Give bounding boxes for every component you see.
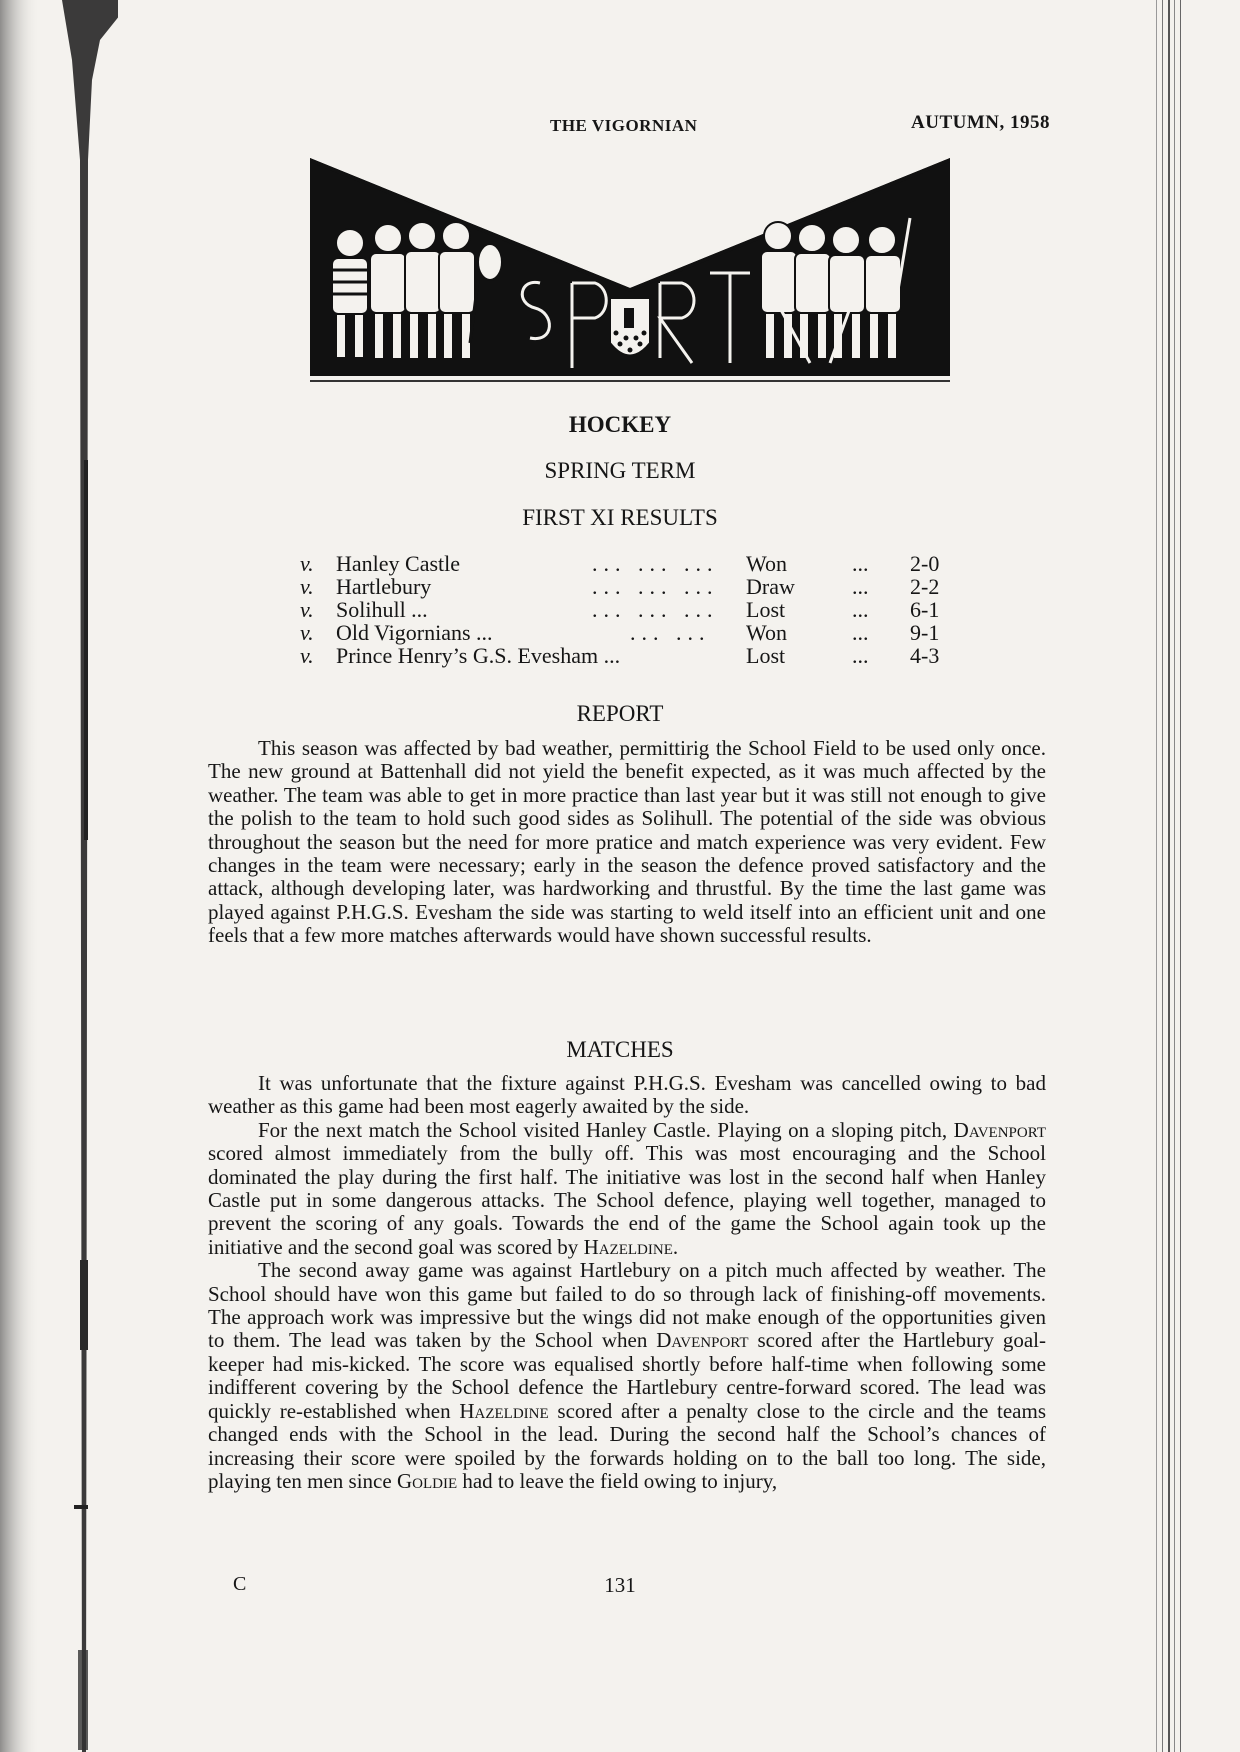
leader-dots: ...	[852, 574, 869, 599]
text-run: scored after the Hartlebury goal-keeper had mis-kicked. The score was equalised shortly before half-time when following some indifferent covering by the School defence the Hartlebury centre-forward scored. The lead was quickly re-established when	[208, 1328, 1046, 1423]
running-header	[205, 112, 1050, 142]
scan-edge-right	[1150, 0, 1240, 1752]
opponent: Hartlebury	[336, 574, 432, 599]
result: Lost	[746, 597, 786, 622]
journal-title: THE VIGORNIAN	[550, 116, 698, 135]
results-row	[300, 598, 960, 621]
leader-dots: ... ... ...	[592, 597, 719, 622]
result: Won	[746, 551, 788, 576]
player-name: Davenport	[656, 1328, 749, 1353]
report-paragraph: This season was affected by bad weather, permittirig the School Field to be used only once. The new ground at Battenhall did not yield the benefit expected, as it was much affected by the weather. The team was able to get in more practice than last year but it was still not enough to give the polish to the team to hold such good sides as Solihull. The potential of the side was obvious throughout the season but the need for more pratice and match experience was very evident. Few changes in the team were necessary; early in the season the defence proved satisfactory and the attack, although developing later, was hardworking and thrustful. By the time the last game was played against P.H.G.S. Evesham the side was starting to weld itself into an efficient unit and one feels that a few more matches afterwards would have shown successful results.	[208, 736, 1046, 948]
matches-heading: MATCHES	[566, 1037, 674, 1062]
score: 9-1	[910, 620, 940, 645]
matches-paragraph-1: It was unfortunate that the fixture against P.H.G.S. Evesham was cancelled owing to bad weather as this game had been most eagerly awaited by the side.	[208, 1071, 1046, 1119]
text-run: had to leave the field owing to injury,	[457, 1468, 778, 1493]
text-run: scored almost immediately from the bully off. This was most encouraging and the School dominated the play during the first half. The initiative was lost in the second half when Hanley Castle put in some dangerous attacks. The School defence, playing well together, managed to prevent the scoring of any goals. Towards the end of the game the School again took up the initiative and the second goal was scored by	[208, 1141, 1046, 1259]
text-run: .	[672, 1234, 679, 1259]
results-row	[300, 552, 960, 575]
result: Lost	[746, 643, 786, 668]
leader-dots: ... ... ...	[592, 551, 719, 576]
results-row	[300, 575, 960, 598]
leader-dots: ...	[852, 620, 869, 645]
score: 6-1	[910, 597, 940, 622]
score: 2-2	[910, 574, 940, 599]
leader-dots: ... ...	[630, 620, 711, 645]
sport-banner-illustration	[310, 158, 950, 390]
leader-dots: ...	[852, 597, 869, 622]
leader-dots: ...	[852, 643, 869, 668]
text-run: scored after a penalty close to the circle and the teams changed ends with the School in the lead. During the second half the School’s chances of increasing their score were spoiled by the forwards holding on to the ball too long. The side, playing ten men since	[208, 1398, 1047, 1493]
matches-paragraph-2	[208, 1119, 1046, 1259]
score: 2-0	[910, 551, 940, 576]
result: Won	[746, 620, 788, 645]
scan-edge-left	[0, 0, 118, 1752]
opponent: Solihull ...	[336, 597, 428, 622]
versus-label: v.	[300, 620, 314, 645]
matches-paragraph-3	[208, 1259, 1046, 1493]
results-table	[300, 552, 960, 667]
report-body	[208, 737, 1046, 948]
opponent: Prince Henry’s G.S. Evesham ...	[336, 643, 621, 668]
signature-mark: C	[233, 1573, 247, 1595]
player-name: Davenport	[953, 1117, 1046, 1142]
leader-dots: ...	[852, 551, 869, 576]
page-number: 131	[604, 1573, 636, 1597]
matches-body	[208, 1072, 1046, 1493]
leader-dots: ... ... ...	[592, 574, 719, 599]
player-name: Hazeldine	[583, 1234, 673, 1259]
result: Draw	[746, 574, 795, 599]
versus-label: v.	[300, 574, 314, 599]
player-name: Goldie	[396, 1468, 458, 1493]
versus-label: v.	[300, 643, 314, 668]
player-name: Hazeldine	[459, 1398, 549, 1423]
results-heading: FIRST XI RESULTS	[522, 505, 718, 530]
text-run: The second away game was against Hartlebury on a pitch much affected by weather. The School should have won this game but failed to do so through lack of finishing-off movements. The approach work was impressive but the wings did not make enough of the opportunities given to them. The lead was taken by the School when	[208, 1258, 1046, 1353]
results-row	[300, 621, 960, 644]
opponent: Hanley Castle	[336, 551, 461, 576]
versus-label: v.	[300, 551, 314, 576]
issue-date: AUTUMN, 1958	[911, 112, 1050, 133]
section-subheading-term: SPRING TERM	[544, 458, 696, 483]
section-heading-hockey: HOCKEY	[568, 412, 672, 437]
text-run: For the next match the School visited Hanley Castle. Playing on a sloping pitch,	[258, 1117, 954, 1142]
versus-label: v.	[300, 597, 314, 622]
opponent: Old Vigornians ...	[336, 620, 493, 645]
report-heading: REPORT	[576, 701, 664, 726]
score: 4-3	[910, 643, 940, 668]
results-row	[300, 644, 960, 667]
